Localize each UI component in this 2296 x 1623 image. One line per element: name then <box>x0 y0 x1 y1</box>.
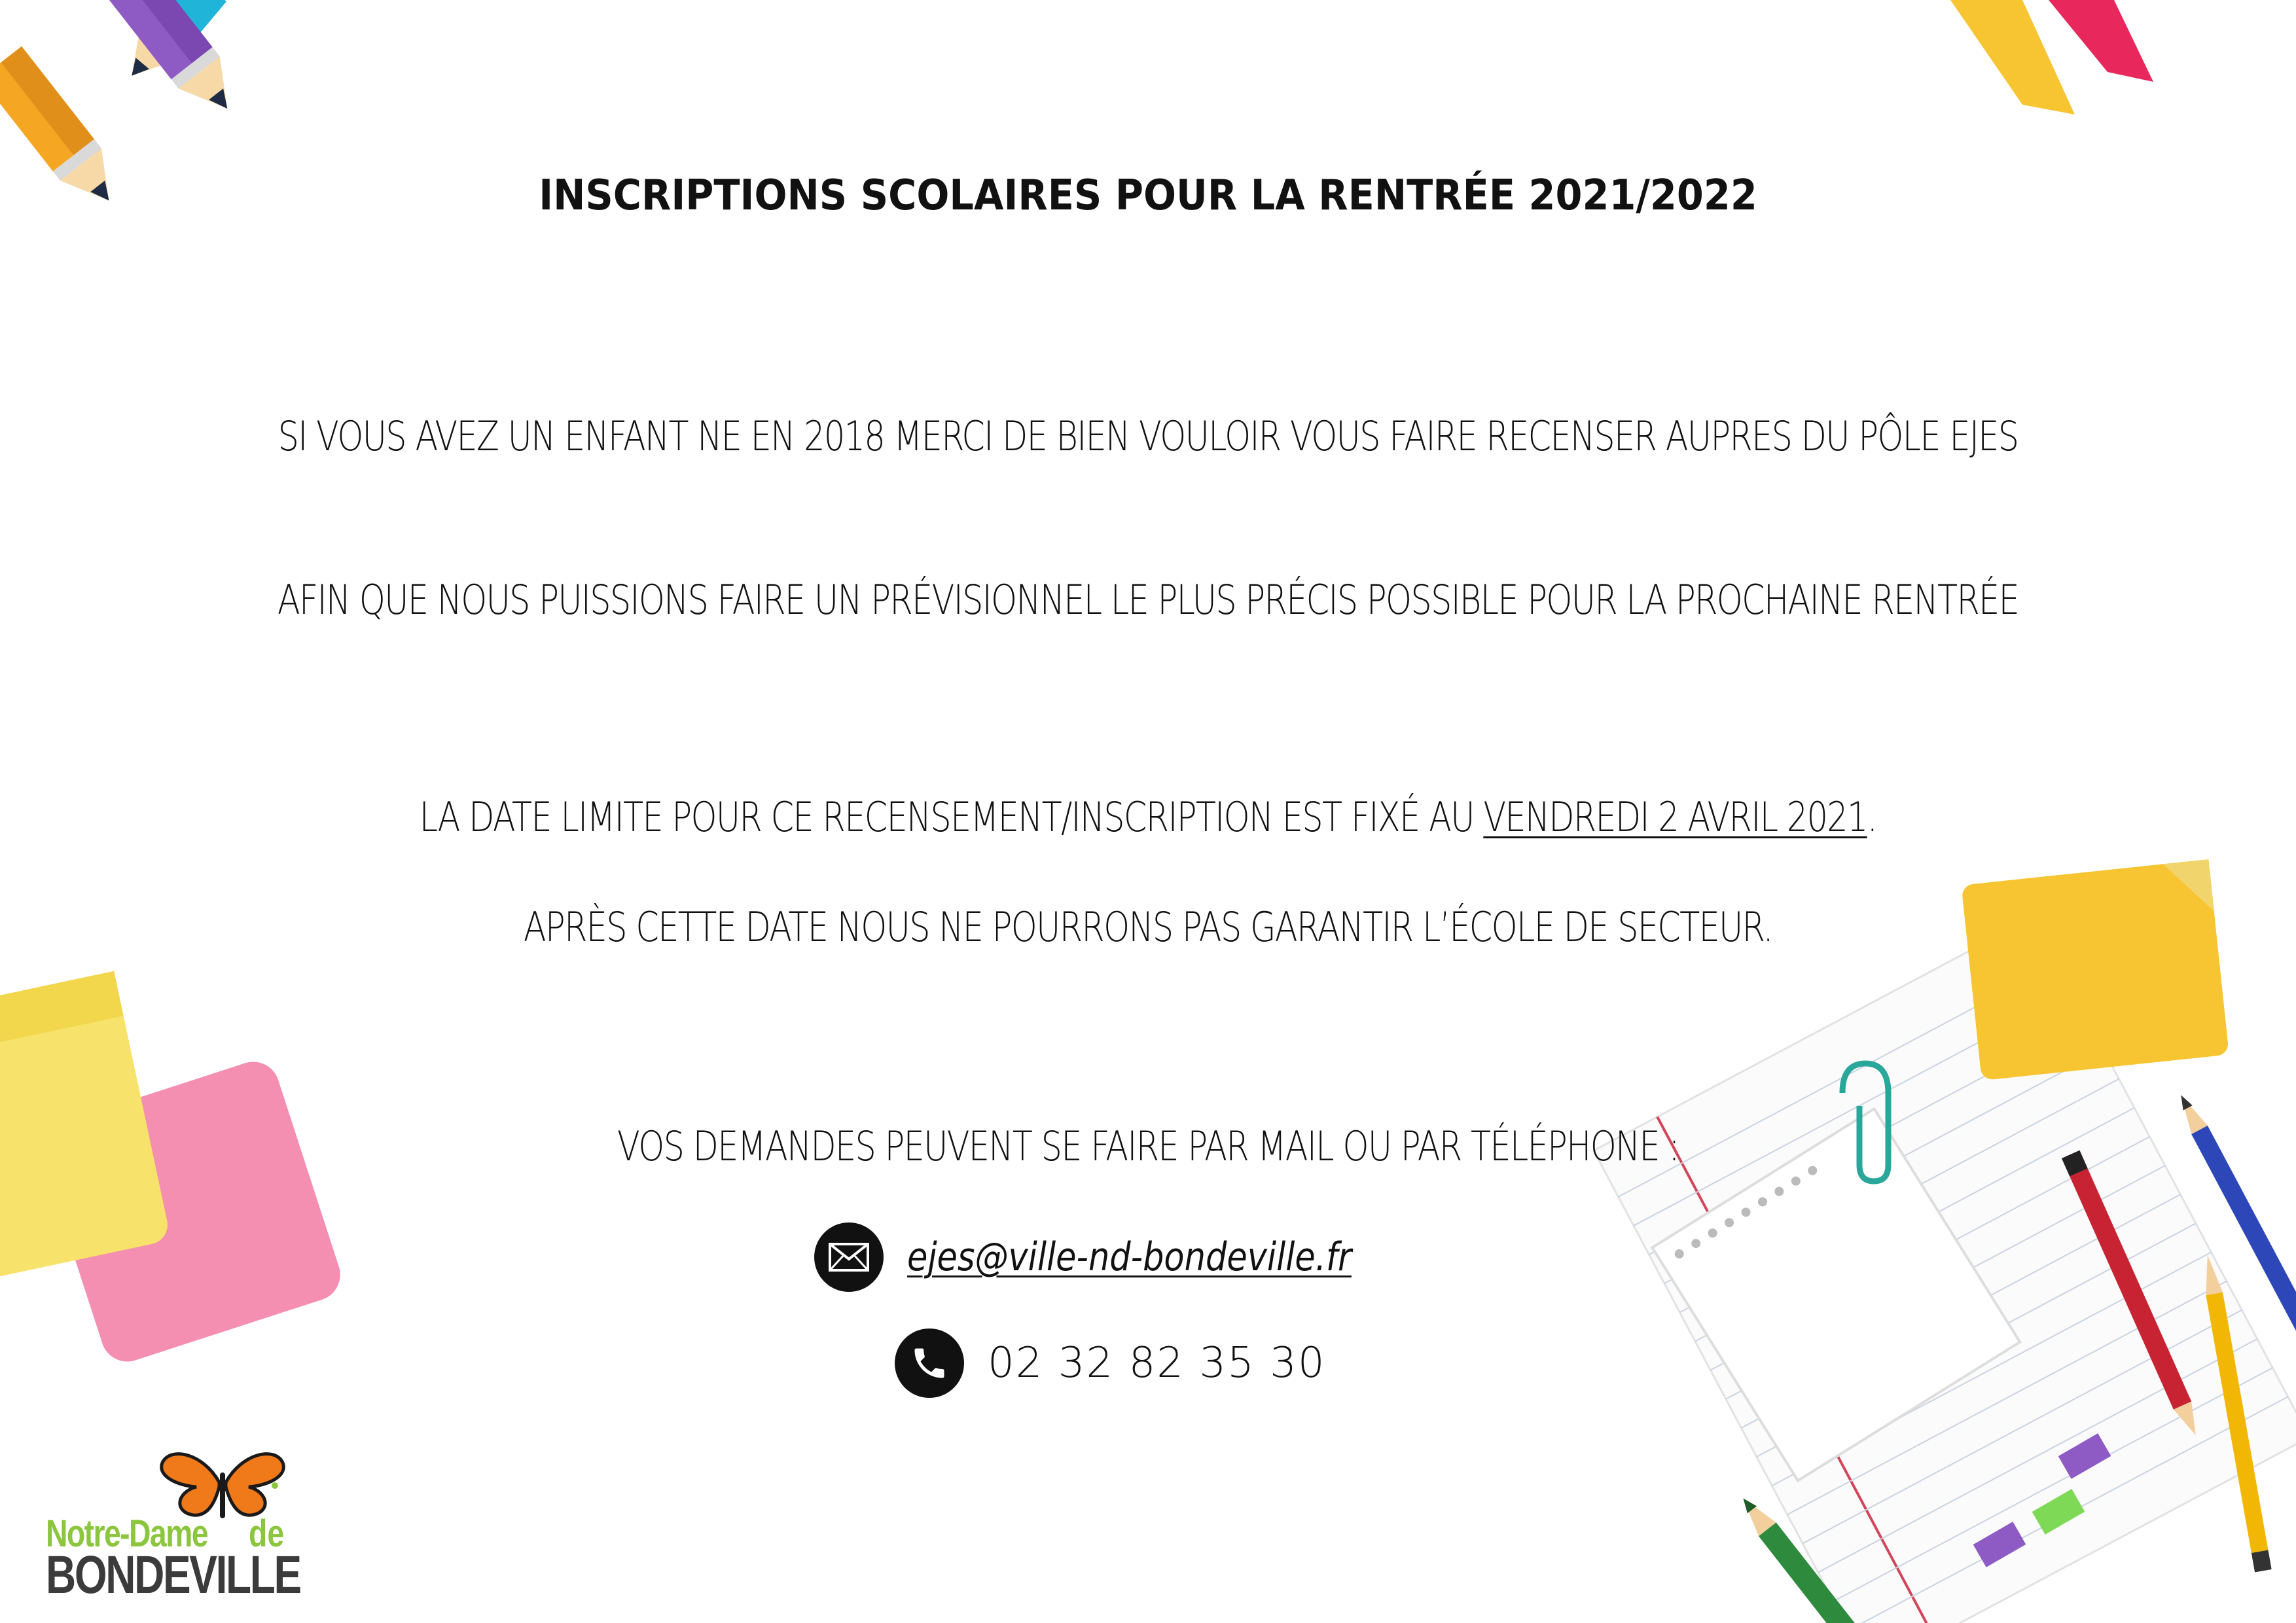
logo-bondeville: BONDEVILLE <box>46 1545 300 1605</box>
deadline-suffix: . <box>1867 793 1877 841</box>
logo-de: de <box>249 1512 285 1555</box>
top-right-ribbons-decoration <box>1950 0 2173 124</box>
page-title: INSCRIPTIONS SCOLAIRES POUR LA RENTRÉE 2021/2022 <box>539 171 1757 220</box>
contact-intro-text: VOS DEMANDES PEUVENT SE FAIRE PAR MAIL OU PAR TÉLÉPHONE : <box>617 1122 1679 1170</box>
right-stationery-decoration <box>1610 851 2296 1623</box>
phone-icon <box>895 1329 964 1398</box>
left-sticky-notes-decoration <box>0 955 367 1387</box>
envelope-icon <box>814 1222 884 1292</box>
census-request-text: SI VOUS AVEZ UN ENFANT NE EN 2018 MERCI DE BIEN VOULOIR VOUS FAIRE RECENSER AUPRES DU PÔLE EJES <box>278 412 2018 460</box>
deadline-prefix: LA DATE LIMITE POUR CE RECENSEMENT/INSCRIPTION EST FIXÉ AU <box>419 793 1484 841</box>
planning-purpose-text: AFIN QUE NOUS PUISSIONS FAIRE UN PRÉVISIONNEL LE PLUS PRÉCIS POSSIBLE POUR LA PROCHAINE RENTRÉE <box>277 576 2019 624</box>
town-logo <box>46 1446 301 1603</box>
logo-notre-dame: Notre-Dame <box>46 1512 207 1555</box>
phone-contact <box>895 1329 1326 1398</box>
top-left-pencils-decoration <box>0 0 275 262</box>
deadline-date: VENDREDI 2 AVRIL 2021 <box>1483 793 1867 841</box>
email-contact <box>814 1222 1430 1292</box>
email-link[interactable]: ejes@ville-nd-bondeville.fr <box>907 1234 1352 1280</box>
deadline-text <box>207 793 2090 841</box>
phone-number[interactable]: 02 32 82 35 30 <box>988 1339 1326 1387</box>
after-deadline-text: APRÈS CETTE DATE NOUS NE POURRONS PAS GARANTIR L’ÉCOLE DE SECTEUR. <box>523 903 1773 951</box>
